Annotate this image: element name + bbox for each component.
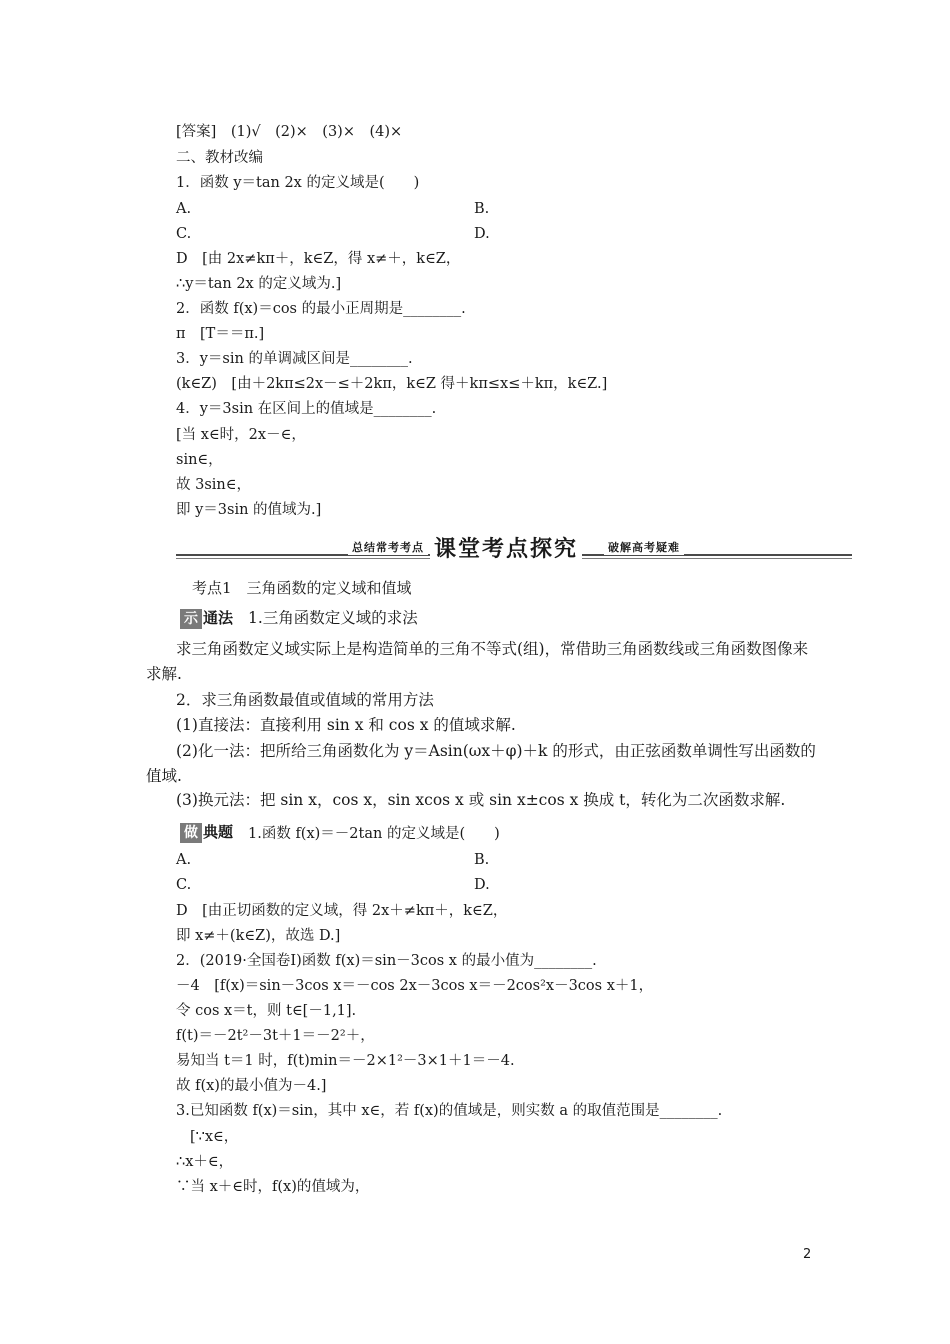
example-answer-2-line2: 令 cos x＝t，则 t∈[－1,1].: [176, 1003, 357, 1019]
answer-4-line2: sin∈，: [176, 452, 223, 468]
option-d: D.: [474, 226, 490, 242]
section-banner: [176, 532, 852, 562]
section-title: 二、教材改编: [176, 150, 263, 166]
example-answer-3-line2: ∴x＋∈，: [176, 1154, 234, 1170]
answer-1-line2: ∴y＝tan 2x 的定义域为.]: [176, 276, 342, 292]
question-4: 4．y＝3sin 在区间上的值域是________.: [176, 401, 437, 417]
example-answer-2-line4: 易知当 t＝1 时，f(t)min＝－2×1²－3×1＋1＝－4.: [176, 1053, 515, 1069]
diantu-tag: [180, 821, 233, 843]
question-3: 3．y＝sin 的单调减区间是________.: [176, 351, 413, 367]
example-answer-2-line1: －4 [f(x)＝sin－3cos x＝－cos 2x－3cos x＝－2cos²x－3cos x＋1，: [176, 978, 654, 994]
example-option-d: D.: [474, 877, 490, 893]
tongfa-tag-text: 通法: [203, 609, 234, 627]
banner-left-text: 总结常考考点: [348, 539, 428, 555]
kaodian-title: 考点1 三角函数的定义域和值域: [192, 579, 412, 597]
tongfa-tag-box: 示: [180, 609, 202, 629]
option-b: B.: [474, 201, 490, 217]
answer-4-line4: 即 y＝3sin 的值域为.]: [176, 502, 322, 518]
example-option-a: A.: [176, 852, 192, 868]
answer-4-line3: 故 3sin∈，: [176, 477, 251, 493]
method-para-4: (2)化一法：把所给三角函数化为 y＝Asin(ωx＋φ)＋k 的形式，由正弦函数单调性写出函数的值域.: [146, 742, 816, 785]
example-answer-1-line1: D [由正切函数的定义域，得 2x＋≠kπ＋，k∈Z，: [176, 903, 508, 919]
diantu-tag-text: 典题: [203, 823, 234, 841]
question-1: 1．函数 y＝tan 2x 的定义域是( ): [176, 175, 420, 191]
diantu-tag-box: 做: [180, 823, 202, 843]
example-answer-2-line5: 故 f(x)的最小值为－4.]: [176, 1078, 327, 1094]
example-question-3: 3.已知函数 f(x)＝sin，其中 x∈，若 f(x)的值域是，则实数 a 的取值范围是________.: [176, 1103, 723, 1119]
method-para-2: 2．求三角函数最值或值域的常用方法: [176, 691, 434, 709]
example-answer-3-line1: [∵x∈，: [190, 1129, 239, 1145]
method-para-3: (1)直接法：直接利用 sin x 和 cos x 的值域求解.: [176, 716, 516, 734]
example-option-b: B.: [474, 852, 490, 868]
answer-3: (k∈Z) [由＋2kπ≤2x－≤＋2kπ，k∈Z 得＋kπ≤x≤＋kπ，k∈Z.]: [176, 376, 608, 392]
example-option-c: C.: [176, 877, 192, 893]
tongfa-title: 1.三角函数定义域的求法: [248, 609, 418, 627]
example-question-2: 2．(2019·全国卷Ⅰ)函数 f(x)＝sin－3cos x 的最小值为________.: [176, 953, 597, 969]
method-para-1: 求三角函数定义域实际上是构造简单的三角不等式(组)，常借助三角函数线或三角函数图像来求解.: [146, 640, 809, 683]
example-answer-2-line3: f(t)＝－2t²－3t＋1＝－2²＋，: [176, 1028, 375, 1044]
example-answer-1-line2: 即 x≠＋(k∈Z)，故选 D.]: [176, 928, 341, 944]
page-number: 2: [803, 1247, 812, 1262]
answer-2: π [T＝＝π.]: [176, 326, 265, 342]
answer-4-line1: [当 x∈时，2x－∈，: [176, 427, 306, 443]
option-a: A.: [176, 201, 192, 217]
option-c: C.: [176, 226, 192, 242]
method-para-5: (3)换元法：把 sin x，cos x，sin xcos x 或 sin x±cos x 换成 t，转化为二次函数求解.: [176, 791, 786, 809]
answer-1-line1: D [由 2x≠kπ＋，k∈Z，得 x≠＋，k∈Z，: [176, 251, 461, 267]
tongfa-tag: [180, 607, 233, 629]
banner-right-text: 破解高考疑难: [604, 539, 684, 555]
answer-line: [答案] (1)√ (2)× (3)× (4)×: [176, 124, 403, 140]
question-2: 2．函数 f(x)＝cos 的最小正周期是________.: [176, 301, 466, 317]
example-answer-3-line3: ∵当 x＋∈时，f(x)的值域为，: [176, 1179, 370, 1195]
banner-title: 课堂考点探究: [430, 532, 582, 563]
example-question-1: 1.函数 f(x)＝－2tan 的定义域是( ): [248, 826, 500, 842]
